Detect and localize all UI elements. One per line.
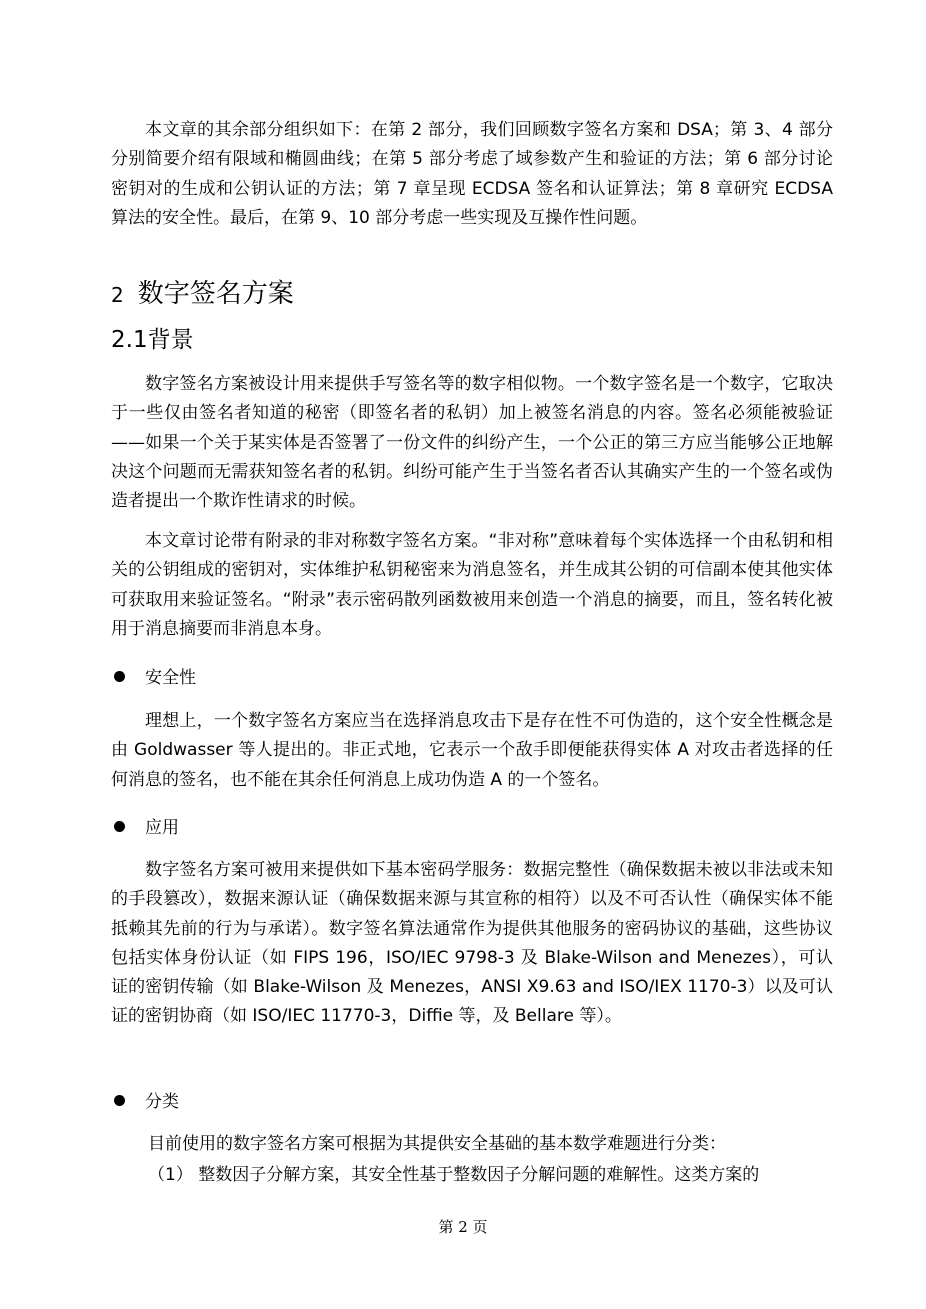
classification-item-1: （1） 整数因子分解方案，其安全性基于整数因子分解问题的难解性。这类方案的: [148, 1165, 760, 1185]
bullet-dot-icon: [114, 1095, 125, 1106]
bullet-application-label: 应用: [145, 818, 179, 838]
security-paragraph: 理想上，一个数字签名方案应当在选择消息攻击下是存在性不可伪造的，这个安全性概念是由 Goldwasser 等人提出的。非正式地，它表示一个敌手即便能获得实体 A 对攻击者选择的任何消息的签名，也不能在其余任何消息上成功伪造 A 的一个签名。: [111, 711, 833, 790]
section-title: 数字签名方案: [137, 279, 294, 309]
bullet-dot-icon: [114, 821, 125, 832]
bullet-security-label: 安全性: [145, 668, 196, 688]
application-paragraph: 数字签名方案可被用来提供如下基本密码学服务：数据完整性（确保数据未被以非法或未知的手段篡改），数据来源认证（确保数据来源与其宣称的相符）以及不可否认性（确保实体不能抵赖其先前的行为与承诺）。数字签名算法通常作为提供其他服务的密码协议的基础，这些协议包括实体身份认证（如 FIPS 196，ISO/IEC 9798-3 及 Blake-Wilson and Menezes），可认证的密钥传输（如 Blake-Wilson 及 Menezes，ANSI X9.63 and ISO/IEX 1170-3）以及可认证的密钥协商（如 ISO/IEC 11770-3，Diffie 等，及 Bellare 等）。: [111, 860, 833, 1027]
classification-intro: 目前使用的数字签名方案可根据为其提供安全基础的基本数学难题进行分类：: [148, 1134, 726, 1154]
background-paragraph-1: 数字签名方案被设计用来提供手写签名等的数字相似物。一个数字签名是一个数字，它取决于一些仅由签名者知道的秘密（即签名者的私钥）加上被签名消息的内容。签名必须能被验证——如果一个关于某实体是否签署了一份文件的纠纷产生，一个公正的第三方应当能够公正地解决这个问题而无需获知签名者的私钥。纠纷可能产生于当签名者否认其确实产生的一个签名或伪造者提出一个欺诈性请求的时候。: [111, 374, 833, 512]
subsection-heading: 2.1背景: [111, 327, 194, 353]
section-heading: [111, 274, 294, 315]
bullet-classification: [111, 1089, 179, 1115]
bullet-security: [111, 665, 196, 691]
intro-paragraph: 本文章的其余部分组织如下：在第 2 部分，我们回顾数字签名方案和 DSA；第 3、4 部分分别简要介绍有限域和椭圆曲线；在第 5 部分考虑了域参数产生和验证的方法；第 6 部分讨论密钥对的生成和公钥认证的方法；第 7 章呈现 ECDSA 签名和认证算法；第 8 章研究 ECDSA 算法的安全性。最后，在第 9、10 部分考虑一些实现及互操作性问题。: [111, 120, 833, 228]
page-number-footer: 第 2 页: [438, 1218, 488, 1236]
section-number: 2: [111, 283, 124, 307]
bullet-classification-label: 分类: [145, 1092, 179, 1112]
background-paragraph-2: 本文章讨论带有附录的非对称数字签名方案。“非对称”意味着每个实体选择一个由私钥和相关的公钥组成的密钥对，实体维护私钥秘密来为消息签名，并生成其公钥的可信副本使其他实体可获取用来验证签名。“附录”表示密码散列函数被用来创造一个消息的摘要，而且，签名转化被用于消息摘要而非消息本身。: [111, 531, 833, 639]
bullet-dot-icon: [114, 671, 125, 682]
bullet-application: [111, 815, 179, 841]
